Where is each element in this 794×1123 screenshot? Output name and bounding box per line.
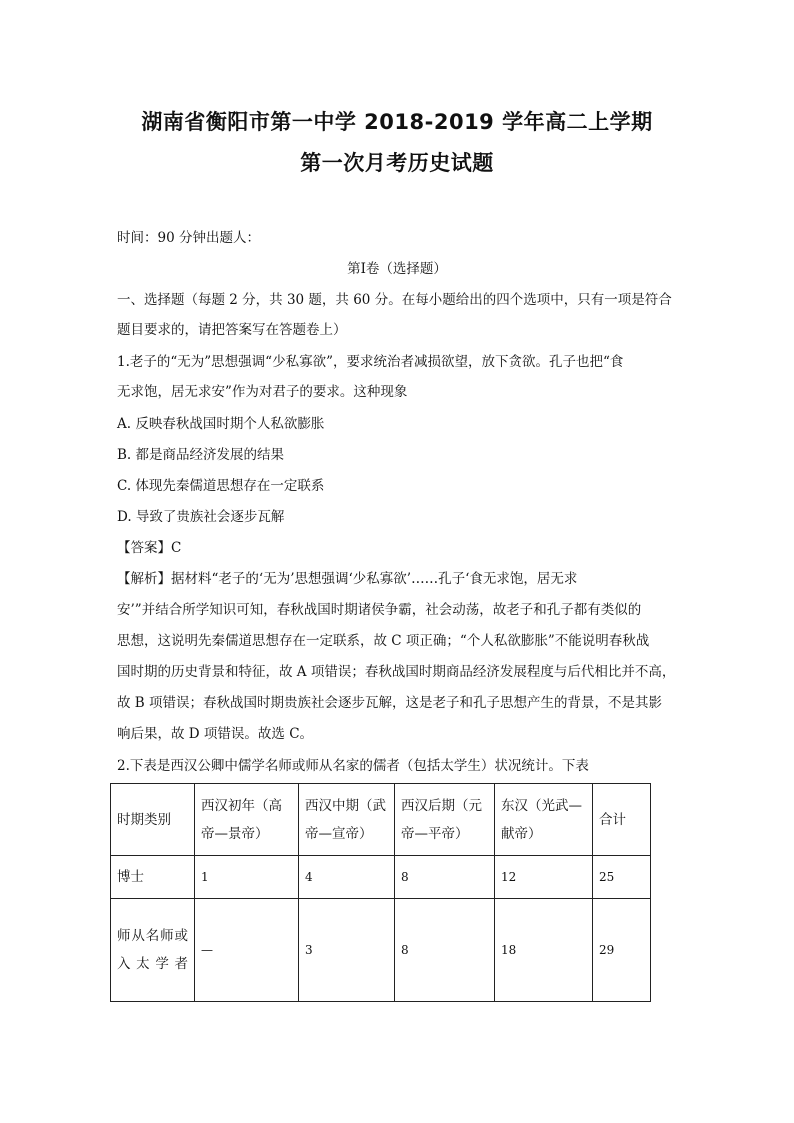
table-row (111, 899, 651, 1002)
table-cell: 4 (299, 856, 395, 899)
section-title: 第Ⅰ卷（选择题） (347, 261, 447, 277)
question-1-analysis-line-2: 安’”并结合所学知识可知，春秋战国时期诸侯争霸，社会动荡，故老子和孔子都有类似的 (117, 602, 642, 618)
table-header-cell: 西汉后期（元帝—平帝） (395, 784, 495, 856)
question-1-analysis-line-6: 响后果，故 D 项错误。故选 C。 (117, 726, 314, 742)
table-header-cell: 东汉（光武—献帝） (495, 784, 593, 856)
table-cell: 1 (195, 856, 299, 899)
instructions-line-1: 一、选择题（每题 2 分，共 30 题，共 60 分。在每小题给出的四个选项中，只有一项是符合 (117, 292, 672, 308)
table-row-label: 博士 (111, 856, 195, 899)
table-header-cell: 合计 (593, 784, 651, 856)
question-1-stem-line-2: 无求饱，居无求安”作为对君子的要求。这种现象 (117, 384, 408, 400)
instructions-line-2: 题目要求的，请把答案写在答题卷上） (117, 322, 347, 338)
table-cell: 29 (593, 899, 651, 1002)
question-1-option-d: D. 导致了贵族社会逐步瓦解 (117, 509, 285, 525)
table-cell: 18 (495, 899, 593, 1002)
question-1-analysis-line-3: 思想，这说明先秦儒道思想存在一定联系，故 C 项正确；“个人私欲膨胀”不能说明春秋战 (117, 633, 650, 649)
table-row (111, 856, 651, 899)
question-1-analysis-line-5: 故 B 项错误；春秋战国时期贵族社会逐步瓦解，这是老子和孔子思想产生的背景，不是其影 (117, 695, 663, 711)
question-1-stem-line-1: 1.老子的“无为”思想强调“少私寡欲”，要求统治者减损欲望，放下贪欲。孔子也把“食 (117, 354, 624, 370)
table-cell: 8 (395, 899, 495, 1002)
question-1-analysis-line-1: 【解析】据材料“老子的‘无为’思想强调‘少私寡欲’……孔子‘食无求饱，居无求 (117, 571, 578, 587)
question-1-option-a: A. 反映春秋战国时期个人私欲膨胀 (117, 416, 325, 432)
table-cell: — (195, 899, 299, 1002)
table-header-row (111, 784, 651, 856)
question-1-option-c: C. 体现先秦儒道思想存在一定联系 (117, 478, 325, 494)
question-1-option-b: B. 都是商品经济发展的结果 (117, 447, 285, 463)
table-cell: 25 (593, 856, 651, 899)
exam-time-line: 时间：90 分钟出题人： (117, 230, 260, 246)
table-header-cell: 西汉中期（武帝—宣帝） (299, 784, 395, 856)
table-cell: 3 (299, 899, 395, 1002)
table-cell: 12 (495, 856, 593, 899)
table-header-cell: 时期类别 (111, 784, 195, 856)
document-title-line-2: 第一次月考历史试题 (300, 151, 494, 175)
table-header-cell: 西汉初年（高帝—景帝） (195, 784, 299, 856)
question-2-stem-line-1: 2.下表是西汉公卿中儒学名师或师从名家的儒者（包括太学生）状况统计。下表 (117, 758, 589, 774)
question-1-answer: 【答案】C (117, 540, 182, 556)
confucian-scholars-table (110, 783, 651, 1002)
table-cell: 8 (395, 856, 495, 899)
question-1-analysis-line-4: 国时期的历史背景和特征，故 A 项错误；春秋战国时期商品经济发展程度与后代相比并不高， (117, 664, 676, 680)
table-row-label: 师从名师或入太学者 (111, 899, 195, 1002)
document-title-line-1: 湖南省衡阳市第一中学 2018-2019 学年高二上学期 (141, 110, 653, 134)
